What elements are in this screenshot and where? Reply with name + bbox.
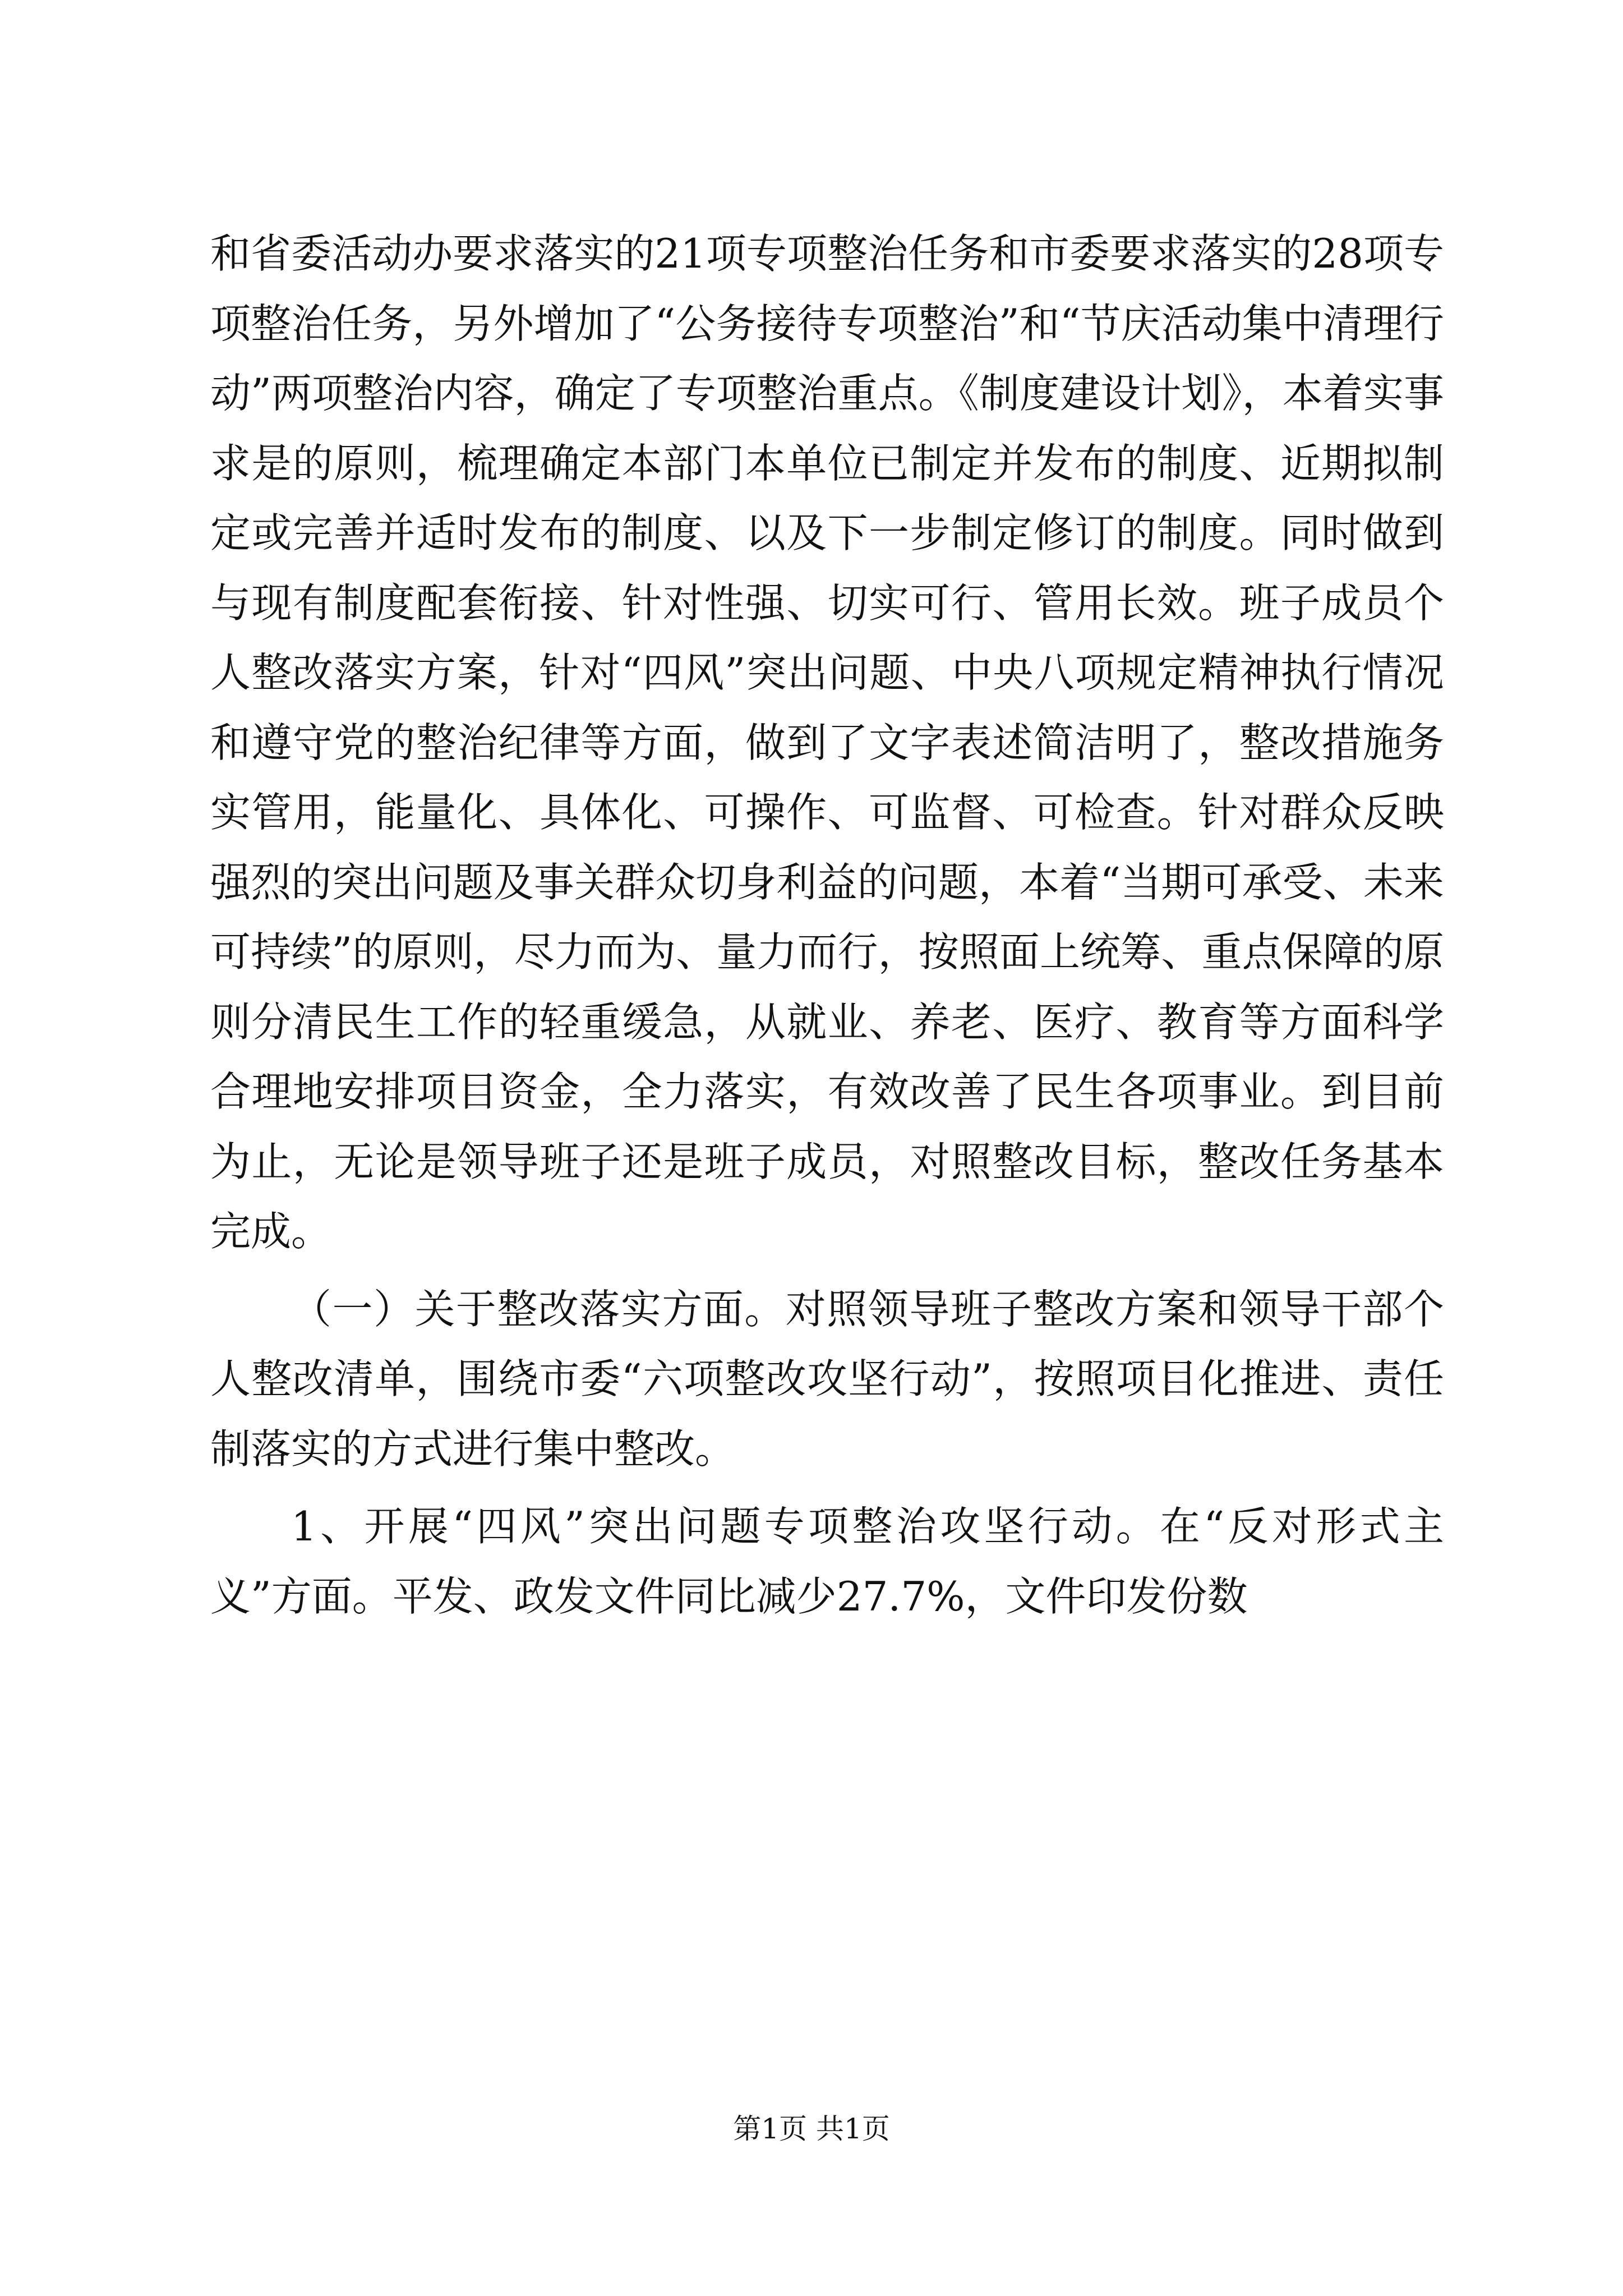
page-footer: 第1页 共1页: [733, 2113, 890, 2145]
paragraph-2: （一）关于整改落实方面。对照领导班子整改方案和领导干部个人整改清单，围绕市委“六项整改攻坚行动”，按照项目化推进、责任制落实的方式进行集中整改。: [210, 1285, 1444, 1473]
paragraph-3: 1、开展“四风”突出问题专项整治攻坚行动。在“反对形式主义”方面。平发、政发文件同比减少27.7%，文件印发份数: [210, 1503, 1444, 1620]
document-body: [210, 219, 1444, 1631]
paragraph-1: 和省委活动办要求落实的21项专项整治任务和市委要求落实的28项专项整治任务，另外增加了“公务接待专项整治”和“节庆活动集中清理行动”两项整治内容，确定了专项整治重点。《制度建设计划》，本着实事求是的原则，梳理确定本部门本单位已制定并发布的制度、近期拟制定或完善并适时发布的制度、以及下一步制定修订的制度。同时做到与现有制度配套衔接、针对性强、切实可行、管用长效。班子成员个人整改落实方案，针对“四风”突出问题、中央八项规定精神执行情况和遵守党的整治纪律等方面，做到了文字表述简洁明了，整改措施务实管用，能量化、具体化、可操作、可监督、可检查。针对群众反映强烈的突出问题及事关群众切身利益的问题，本着“当期可承受、未来可持续”的原则，尽力而为、量力而行，按照面上统筹、重点保障的原则分清民生工作的轻重缓急，从就业、养老、医疗、教育等方面科学合理地安排项目资金，全力落实，有效改善了民生各项事业。到目前为止，无论是领导班子还是班子成员，对照整改目标，整改任务基本完成。: [210, 230, 1444, 1255]
